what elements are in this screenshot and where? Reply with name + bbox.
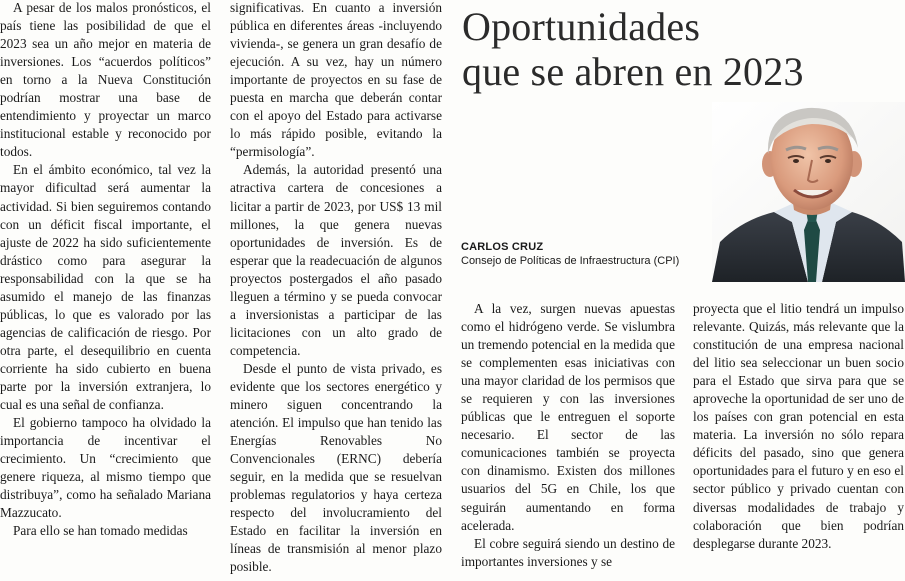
article-column-3 — [461, 300, 675, 581]
paragraph: Para ello se han tomado medidas — [13, 523, 188, 539]
paragraph: proyecta que el litio tendrá un impulso relevante. Quizás, más relevante que la constitución de una empresa nacional del litio sea seleccionar un buen socio para el Estado que sirva para que se aproveche la oportunidad de ser uno de los países con gran potencial en esta materia. La inversión no sólo repara déficits del pasado, sino que genera oportunidades para el futuro y en eso el sector público y privado cuentan con diversas modalidades de trabajo y colaboración que bien podrían desplegarse durante 2023. — [693, 301, 904, 551]
paragraph: A la vez, surgen nuevas apuestas como el hidrógeno verde. Se vislumbra un tremendo potencial en la medida que se complementen esas iniciativas con una mayor claridad de los permisos que se requieren y con las inversiones públicas que le entreguen el soporte necesario. El sector de las comunicaciones también se proyecta con dinamismo. Existen dos millones usuarios del 5G en Chile, los que seguirán aumentando en forma acelerada. — [461, 301, 675, 533]
paragraph: Además, la autoridad presentó una atractiva cartera de concesiones a licitar a partir de 2023, por US$ 13 mil millones, la que genera nuevas oportunidades de inversión. Es de esperar que la readecuación de algunos proyectos postergados el año pasado lleguen a término y se pueda convocar a inversionistas a participar de las licitaciones con un alto grado de competencia. — [230, 162, 442, 358]
headline-line-1: Oportunidades — [462, 4, 701, 49]
headline-line-2: que se abren en 2023 — [462, 49, 804, 94]
paragraph: A pesar de los malos pronósticos, el país tiene las posibilidad de que el 2023 sea un año mejor en materia de inversiones. Los “acuerdos políticos” en torno a la Nueva Constitución podrían mostrar una base de entendimiento y proyectar un marco institucional estable y reconocido por todos. — [0, 0, 211, 160]
paragraph: Desde el punto de vista privado, es evidente que los sectores energético y minero siguen concentrando la atención. El impulso que han tenido las Energías Renovables No Convencionales (ERNC) debería seguir, en la medida que se resuelvan problemas regulatorios y haya certeza respecto del involucramiento del Estado en facilitar la inversión en líneas de transmisión al menor plazo posible. — [230, 360, 442, 575]
paragraph: significativas. En cuanto a inversión pública en diferentes áreas -incluyendo vivienda-, se genera un gran desafío de ejecución. A su vez, hay un número importante de proyectos en su fase de puesta en marcha que deberán contar con el apoyo del Estado para activarse lo más rápido posible, evitando la “permisología”. — [230, 0, 442, 160]
headline — [462, 4, 902, 94]
article-column-2 — [230, 0, 442, 581]
article-column-1 — [0, 0, 211, 581]
author-role: Consejo de Políticas de Infraestructura (CPI) — [461, 255, 680, 267]
author-photo — [712, 102, 905, 282]
paragraph: En el ámbito económico, tal vez la mayor dificultad será aumentar la actividad. Si bien seguiremos contando con un déficit fiscal importante, el ajuste de 2022 ha sido suficientemente drástico como para asegurar la responsabilidad con la que se ha asumido el manejo de las finanzas públicas, lo que es valorado por las agencias de calificación de riesgo. Por otra parte, el desequilibrio en cuenta corriente ha sido cubierto en buena parte por la inversión extranjera, lo cual es una señal de confianza. — [0, 162, 211, 413]
author-byline — [461, 240, 679, 269]
paragraph: El cobre seguirá siendo un destino de importantes inversiones y se — [461, 535, 675, 569]
paragraph: El gobierno tampoco ha olvidado la importancia de incentivar el crecimiento. Un “crecimiento que genere riqueza, al mismo tiempo que distribuya”, como ha señalado Mariana Mazzucato. — [0, 415, 211, 521]
author-name: CARLOS CRUZ — [461, 241, 544, 253]
article-column-4 — [693, 300, 904, 581]
